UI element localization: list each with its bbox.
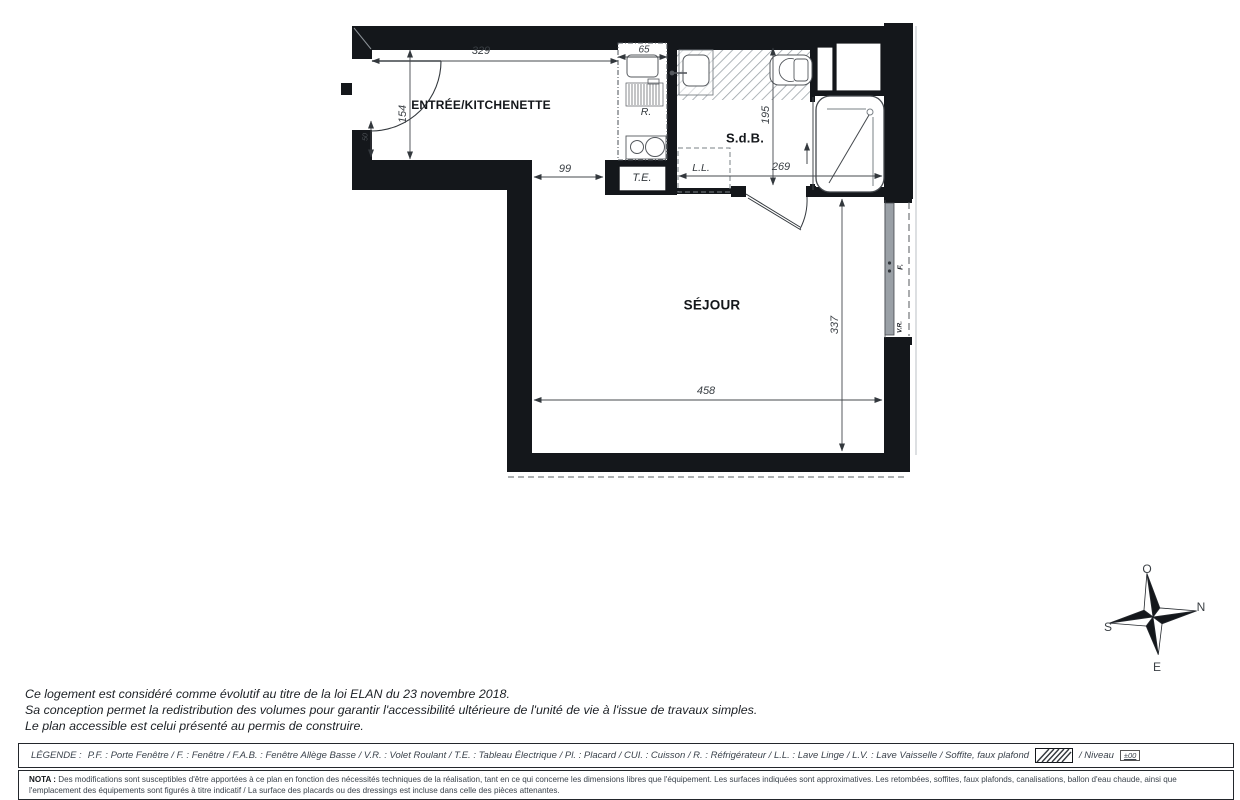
legend-niveau-value: ±00 bbox=[1120, 750, 1140, 761]
washing-machine-label: L.L. bbox=[692, 162, 710, 174]
door-jamb-left bbox=[731, 186, 746, 197]
dim-label-50: 50 bbox=[362, 133, 370, 141]
shower-tray bbox=[816, 96, 884, 192]
dim-label-65: 65 bbox=[638, 44, 650, 56]
window-label: F. bbox=[895, 264, 905, 270]
bathroom-door-leaf-b bbox=[748, 198, 801, 230]
shower bbox=[813, 96, 884, 192]
dim-label-99: 99 bbox=[558, 163, 572, 175]
fridge-label: R. bbox=[640, 106, 652, 118]
elan-note-line2: Sa conception permet la redistribution des volumes pour garantir l'accessibilité ultérieure de l'unité de vie à l'issue de travaux simples. bbox=[25, 703, 758, 718]
room-label-entree-kitchenette: ENTRÉE/KITCHENETTE bbox=[411, 98, 551, 112]
dim-label-337: 337 bbox=[829, 315, 841, 335]
window-glass-bar bbox=[885, 203, 894, 335]
elan-note-line3: Le plan accessible est celui présenté au permis de construire. bbox=[25, 719, 364, 734]
basin-tap-knob bbox=[670, 71, 675, 76]
window-handle-b bbox=[888, 269, 891, 272]
dim-label-329: 329 bbox=[471, 45, 491, 57]
compass-west-label: O bbox=[1142, 562, 1152, 576]
legend-abbreviations: P.F. : Porte Fenêtre / F. : Fenêtre / F.A.B. : Fenêtre Allège Basse / V.R. : Volet Roulant / T.E. : Tableau Électrique / Pl. : Placard / CUI. : Cuisson / R. : Réfrigérateur / L.L. : Lave Linge / L.V. : Lave Vaisselle / Soffite, faux plafond bbox=[87, 750, 1030, 761]
elan-note-line1: Ce logement est considéré comme évolutif au titre de la loi ELAN du 23 novembre 2018. bbox=[25, 687, 510, 701]
wall-right-lower bbox=[884, 340, 910, 472]
window-frame-top bbox=[884, 196, 912, 203]
bathroom-door-swing-arc bbox=[800, 197, 807, 229]
nota-label: NOTA : bbox=[29, 775, 56, 784]
wall-right-upper bbox=[884, 23, 913, 199]
wall-sejour-left bbox=[507, 160, 532, 472]
dim-label-269: 269 bbox=[771, 161, 791, 173]
basin-bowl bbox=[683, 55, 709, 86]
technical-shaft-large bbox=[836, 43, 881, 91]
soffite-hatch-swatch bbox=[1035, 748, 1073, 763]
room-label-sejour: SÉJOUR bbox=[683, 297, 741, 313]
dim-label-195: 195 bbox=[760, 105, 772, 125]
legend-title: LÉGENDE : bbox=[31, 750, 82, 761]
compass-north-label: N bbox=[1196, 600, 1206, 614]
kitchenette-counter bbox=[618, 43, 667, 160]
wall-entree-bottom bbox=[352, 160, 532, 190]
kitchen-sink bbox=[627, 55, 658, 77]
bathroom-door-leaf-a bbox=[746, 194, 800, 227]
compass-east-label: E bbox=[1152, 660, 1162, 674]
nota-bar bbox=[18, 770, 1234, 800]
dim-label-154: 154 bbox=[397, 104, 409, 124]
technical-shaft-small bbox=[817, 47, 833, 91]
legend-niveau-label: / Niveau bbox=[1079, 750, 1114, 761]
roller-shutter-label: V.R. bbox=[896, 320, 904, 334]
dim-label-458: 458 bbox=[696, 385, 716, 397]
wall-left-pier bbox=[341, 83, 352, 95]
toilet bbox=[770, 55, 812, 85]
elan-notes bbox=[25, 686, 757, 734]
wall-sejour-bottom bbox=[507, 453, 908, 472]
nota-text: Des modifications sont susceptibles d'être apportées à ce plan en fonction des nécessités techniques de la réalisation, tant en ce qui concerne les dimensions libres que l'équipement. Les surfaces indiquées sont approximatives. Les retombées, soffites, faux plafonds, canalisations, ballon d'eau chaude, ainsi que l'emplacement des équipements sont figurés à titre indicatif / La surface des placards ou des dressings est incluse dans celle des pièces attenantes. bbox=[29, 775, 1177, 796]
room-label-sdb: S.d.B. bbox=[725, 130, 765, 146]
window-handle-a bbox=[888, 261, 891, 264]
legend-bar bbox=[18, 743, 1234, 768]
bathroom-door bbox=[746, 194, 807, 230]
wall-left-upper bbox=[352, 26, 372, 59]
compass-south-label: S bbox=[1103, 620, 1113, 634]
electrical-panel-label: T.E. bbox=[632, 172, 652, 184]
compass-rose bbox=[1103, 567, 1202, 660]
